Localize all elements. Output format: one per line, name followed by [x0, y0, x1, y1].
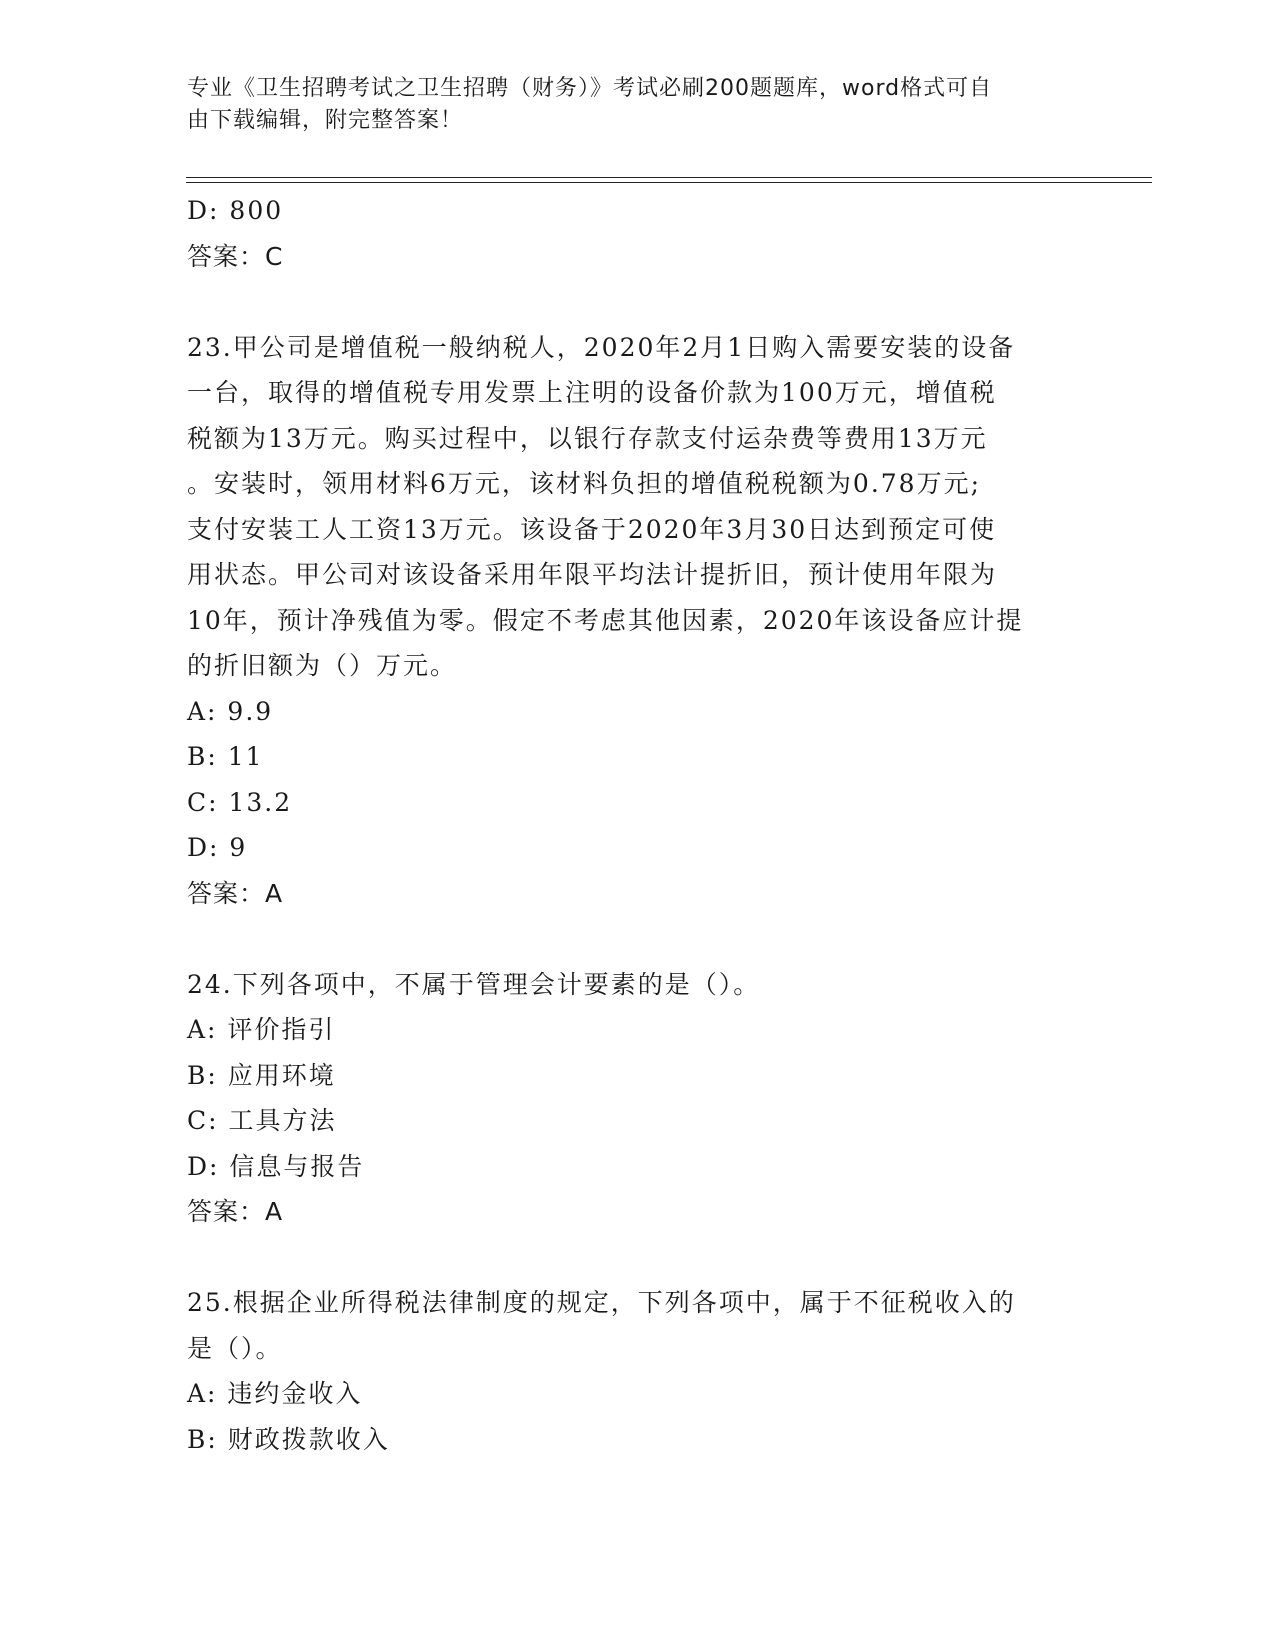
option-a: A: 评价指引 [187, 1015, 336, 1044]
header-line-1: 专业《卫生招聘考试之卫生招聘（财务）》考试必刷200题题库，word格式可自 [187, 76, 993, 101]
question-text-line: 10年，预计净残值为零。假定不考虑其他因素，2020年该设备应计提 [187, 605, 1024, 635]
question-23 [187, 325, 1087, 917]
option-d: D: 800 [187, 196, 284, 225]
question-text-line: 一台，取得的增值税专用发票上注明的设备价款为100万元，增值税 [187, 378, 997, 407]
question-text-line: 23.甲公司是增值税一般纳税人，2020年2月1日购入需要安装的设备 [187, 332, 1016, 362]
question-text-line: 用状态。甲公司对该设备采用年限平均法计提折旧，预计使用年限为 [187, 560, 998, 589]
answer: 答案：A [187, 878, 284, 908]
option-b: B: 11 [187, 742, 264, 771]
answer: 答案：C [187, 241, 284, 271]
option-d: D: 信息与报告 [187, 1151, 365, 1181]
question-text-line: 25.根据企业所得税法律制度的规定，下列各项中，属于不征税收入的 [187, 1288, 1016, 1317]
answer: 答案：A [187, 1197, 284, 1226]
question-24 [187, 962, 1087, 1235]
option-a: A: 9.9 [187, 696, 274, 726]
previous-question-tail [187, 188, 1087, 279]
question-text-line: 。安装时，领用材料6万元，该材料负担的增值税税额为0.78万元; [187, 469, 981, 498]
header-rule-bottom [186, 182, 1152, 183]
header-line-2: 由下载编辑，附完整答案！ [187, 108, 464, 133]
question-25 [187, 1280, 1087, 1462]
question-text-line: 24.下列各项中，不属于管理会计要素的是（）。 [187, 969, 761, 999]
header-rule-top [186, 177, 1152, 178]
option-d: D: 9 [187, 833, 248, 862]
option-c: C: 13.2 [187, 787, 293, 817]
option-c: C: 工具方法 [187, 1106, 337, 1135]
option-b: B: 应用环境 [187, 1060, 336, 1090]
question-text-line: 的折旧额为（）万元。 [187, 651, 458, 680]
question-text-line: 是（）。 [187, 1333, 283, 1363]
document-header [187, 73, 1067, 137]
question-text-line: 税额为13万元。购买过程中，以银行存款支付运杂费等费用13万元 [187, 423, 988, 453]
option-a: A: 违约金收入 [187, 1379, 363, 1408]
option-b: B: 财政拨款收入 [187, 1424, 390, 1454]
question-text-line: 支付安装工人工资13万元。该设备于2020年3月30日达到预定可使 [187, 514, 997, 544]
document-body [187, 188, 1087, 1462]
